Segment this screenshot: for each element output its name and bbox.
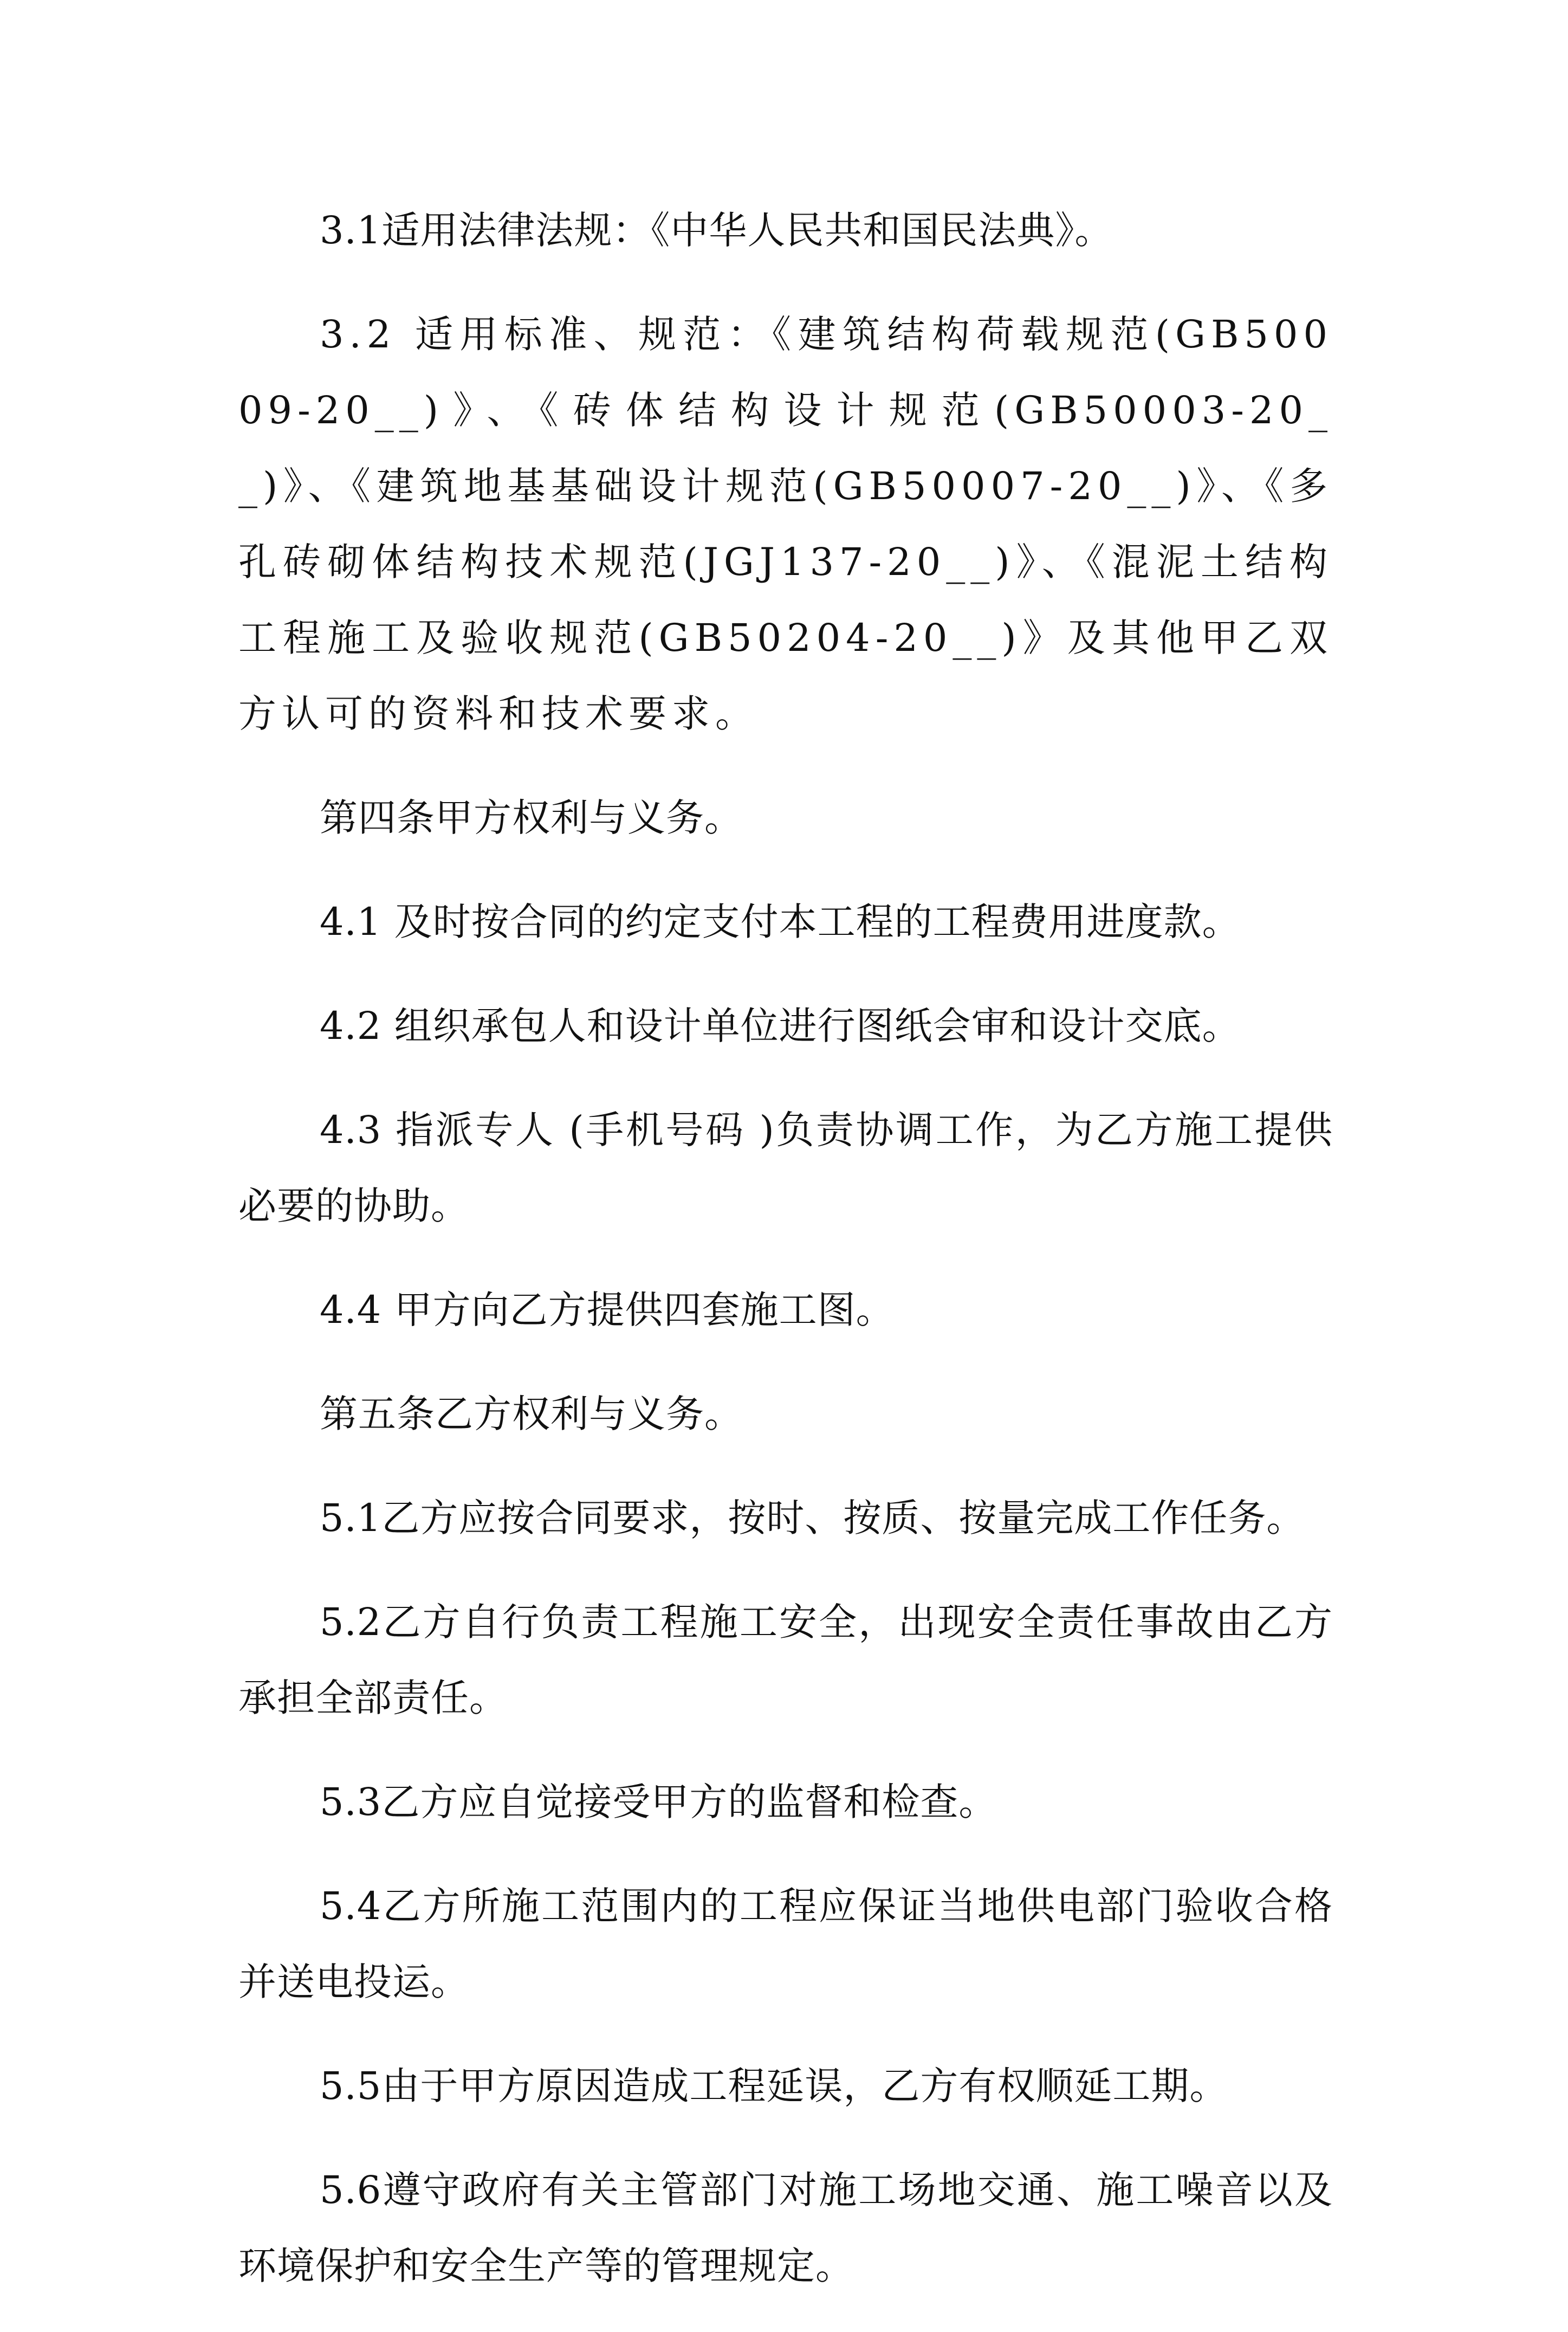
- clause-5-3: 5.3乙方应自觉接受甲方的监督和检查。: [320, 1780, 997, 1824]
- clause-5-1: 5.1乙方应按合同要求，按时、按质、按量完成工作任务。: [320, 1496, 1305, 1540]
- clause-4-4: 4.4 甲方向乙方提供四套施工图。: [320, 1288, 895, 1332]
- clause-4-3: 4.3 指派专人 (手机号码 )负责协调工作，为乙方施工提供必要的协助。: [238, 1108, 1333, 1228]
- article-5-heading: 第五条乙方权利与义务。: [320, 1392, 743, 1436]
- clause-5-6: 5.6遵守政府有关主管部门对施工场地交通、施工噪音以及环境保护和安全生产等的管理规定。: [238, 2168, 1333, 2288]
- document-body: [238, 192, 1333, 2332]
- clause-5-4: 5.4乙方所施工范围内的工程应保证当地供电部门验收合格并送电投运。: [238, 1884, 1333, 2004]
- article-4-heading: 第四条甲方权利与义务。: [320, 796, 743, 840]
- clause-4-1: 4.1 及时按合同的约定支付本工程的工程费用进度款。: [320, 900, 1241, 944]
- clause-5-2: 5.2乙方自行负责工程施工安全，出现安全责任事故由乙方承担全部责任。: [238, 1600, 1333, 1720]
- clause-4-2: 4.2 组织承包人和设计单位进行图纸会审和设计交底。: [320, 1004, 1241, 1048]
- clause-3-1: 3.1适用法律法规：《中华人民共和国民法典》。: [320, 208, 1113, 253]
- clause-3-2: 3.2 适用标准、规范：《建筑结构荷载规范(GB50009-20__)》、《砖体结构设计规范(GB50003-20__)》、《建筑地基基础设计规范(GB50007-20__)》、《多孔砖砌体结构技术规范(JGJ137-20__)》、《混泥土结构工程施工及验收规范(GB50204-20__)》及其他甲乙双方认可的资料和技术要求。: [238, 312, 1333, 736]
- clause-5-5: 5.5由于甲方原因造成工程延误，乙方有权顺延工期。: [320, 2064, 1228, 2108]
